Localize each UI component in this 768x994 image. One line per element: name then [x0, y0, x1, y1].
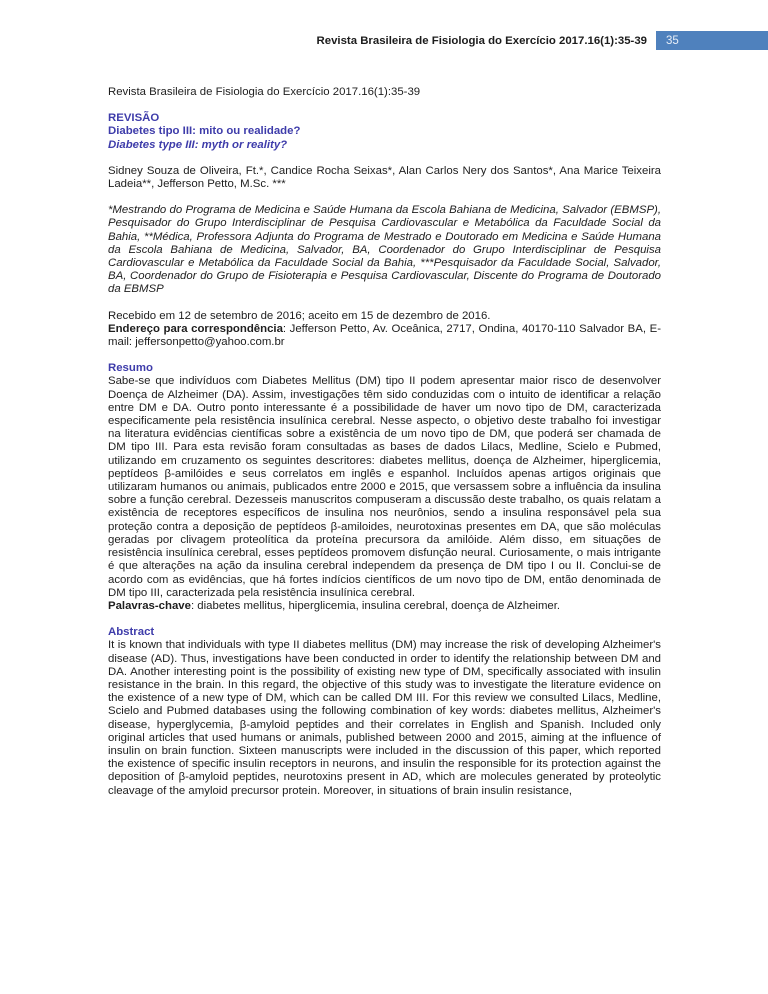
journal-header: [0, 31, 768, 50]
keywords-line: [108, 600, 661, 613]
correspondence-label: Endereço para correspondência: [108, 322, 283, 335]
page-number-badge: [656, 31, 768, 50]
article-title-pt: Diabetes tipo III: mito ou realidade?: [108, 125, 301, 138]
abstract-section: [108, 626, 661, 798]
keywords-label: Palavras-chave: [108, 599, 191, 612]
article-body: [108, 86, 661, 811]
resumo-section: [108, 362, 661, 613]
resumo-text: Sabe-se que indivíduos com Diabetes Mellitus (DM) tipo II podem apresentar maior risco de desenvolver Doença de Alzheimer (DA). Assim, investigações têm sido conduzidas com o intuito de identificar a relação entre DM e DA. Outro ponto interessante é a possibilidade de haver um novo tipo de DM, caracterizada especificamente pela resistência insulínica cerebral. Nesse aspecto, o objetivo deste trabalho foi investigar na literatura evidências científicas sobre a existência de um novo tipo de DM, que poderá ser chamada de DM tipo III. Para esta revisão foram consultadas as bases de dados Lilacs, Medline, Scielo e Pubmed, utilizando em cruzamento os seguintes descritores: diabetes mellitus, doença de Alzheimer, hiperglicemia, peptídeos β-amilóides e seus correlatos em inglês e espanhol. Incluídos apenas artigos originais que utilizaram humanos ou animais, publicados entre 2000 e 2015, que versassem sobre a influência da insulina sobre a função cerebral. Dezesseis manuscritos compuseram a discussão deste trabalho, os quais relatam a existência de receptores específicos de insulina nos neurônios, sendo a insulina responsável pela sua proteção contra a deposição de peptídeos β-amiloides, neurotoxinas presentes em DA, que são moléculas geradas por clivagem proteolítica da proteína precursora da amilóide. Além disso, em situações de resistência insulínica cerebral, esses peptídeos promovem disfunção neural. Curiosamente, o mais intrigante é que alterações na ação da insulina cerebral independem da presença de DM tipo I ou II. Conclui-se de acordo com as evidências, que há fortes indícios científicos de um novo tipo de DM, então denominada de DM tipo III, caracterizada pela resistência insulínica cerebral.: [108, 375, 661, 599]
keywords-text: : diabetes mellitus, hiperglicemia, insulina cerebral, doença de Alzheimer.: [190, 599, 561, 612]
received-line: Recebido em 12 de setembro de 2016; aceito em 15 de dezembro de 2016.: [108, 309, 491, 322]
abstract-text: It is known that individuals with type II diabetes mellitus (DM) may increase the risk of developing Alzheimer's disease (AD). Thus, investigations have been conducted in order to identify the relationship between DM and DA. Another interesting point is the possibility of existing new type of DM, specifically associated with insulin resistance in the brain. In this regard, the objective of this study was to investigate the literature evidence on the existence of a new type of DM, which can be called DM III. For this review we consulted Lilacs, Medline, Scielo and Pubmed databases using the following combination of key words: diabetes mellitus, Alzheimer's disease, hyperglycemia, β-amyloid peptides and their correlates in English and Spanish. Included only original articles that used humans or animals, published between 2000 and 2015, aiming at the influence of insulin on brain function. Sixteen manuscripts were included in the discussion of this paper, which reported the existence of specific insulin receptors in neurons, and insulin the responsible for its protection against the deposition of β-amyloid peptides, neurotoxins present in AD, which are molecules generated by proteolytic cleavage of the amyloid precursor protein. Moreover, in situations of brain insulin resistance,: [108, 639, 661, 797]
running-title: Revista Brasileira de Fisiologia do Exercício 2017.16(1):35-39: [316, 34, 647, 47]
article-title-en: Diabetes type III: myth or reality?: [108, 138, 288, 151]
article-titles: [108, 112, 661, 152]
correspondence-line: [108, 323, 661, 349]
correspondence-text: : Jefferson Petto, Av. Oceânica, 2717, Ondina, 40170-110 Salvador BA, E-mail: jeffersonpetto@yahoo.com.br: [108, 322, 661, 349]
section-label: REVISÃO: [108, 112, 160, 125]
citation-line: Revista Brasileira de Fisiologia do Exercício 2017.16(1):35-39: [108, 86, 421, 98]
page-number: 35: [666, 34, 679, 47]
resumo-heading: Resumo: [108, 362, 153, 375]
authors-line: Sidney Souza de Oliveira, Ft.*, Candice Rocha Seixas*, Alan Carlos Nery dos Santos*, Ana Marice Teixeira Ladeia**, Jefferson Petto, M.Sc. ***: [108, 164, 661, 191]
abstract-heading: Abstract: [108, 626, 155, 639]
affiliations-paragraph: *Mestrando do Programa de Medicina e Saúde Humana da Escola Bahiana de Medicina, Salvador (EBMSP), Pesquisador do Grupo Interdisciplinar de Pesquisa Cardiovascular e Metabólica da Faculdade Social da Bahia, **Médica, Professora Adjunta do Programa de Mestrado e Doutorado em Medicina e Saúde Humana da Escola Bahiana de Medicina, Salvador, BA, Coordenador do Grupo Interdisciplinar de Pesquisa Cardiovascular e Metabólica da Faculdade Social da Bahia, ***Pesquisador da Faculdade Social, Salvador, BA, Coordenador do Grupo de Fisioterapia e Pesquisa Cardiovascular, Discente do Programa de Doutorado da EBMSP: [108, 204, 661, 296]
correspondence-block: [108, 310, 661, 350]
